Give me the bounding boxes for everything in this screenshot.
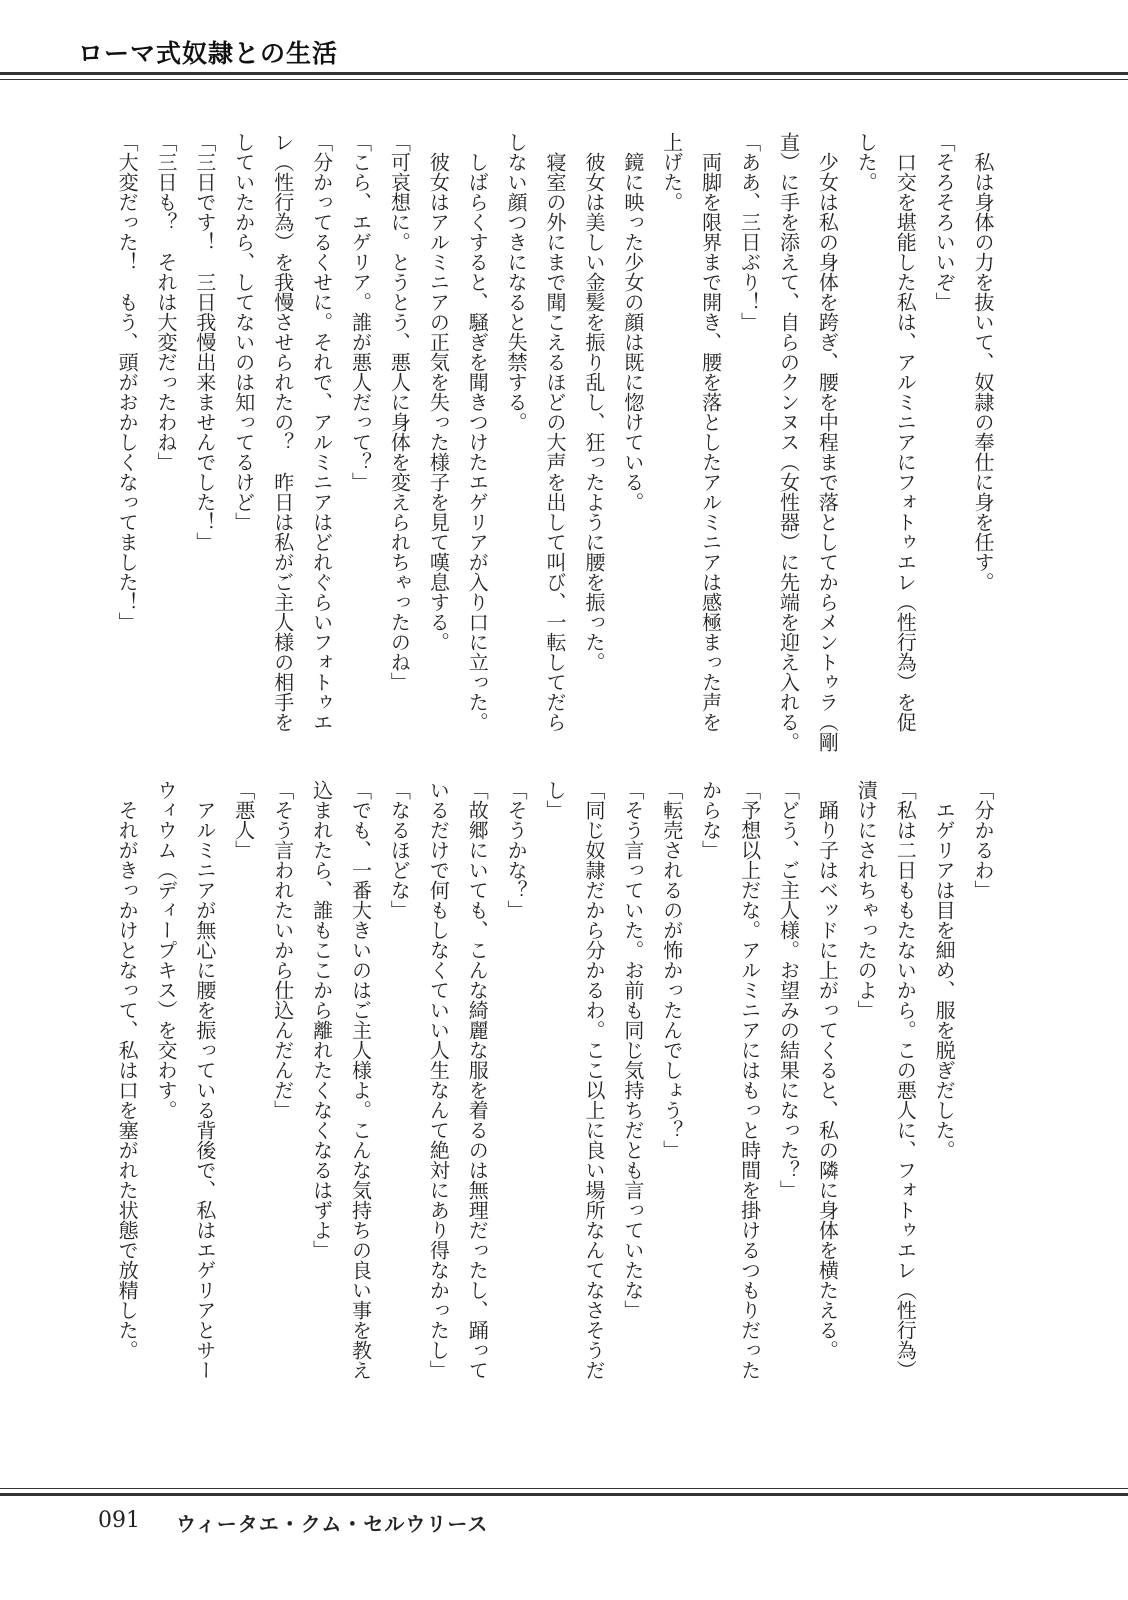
text-line: 漬けにされちゃったのよ」 [854,780,879,1020]
text-line: エゲリアは目を細め、服を脱ぎだした。 [932,800,957,1160]
footer-rule-thin [0,1488,1128,1489]
text-line: レ（性行為）を我慢させられたの？ 昨日は私がご主人様の相手を [270,132,295,732]
text-line: 「こら、エゲリア。誰が悪人だって？」 [348,132,373,492]
footer-rule-thick [0,1493,1128,1496]
text-line: 彼女は美しい金髪を振り乱し、狂ったように腰を振った。 [581,152,606,672]
text-line: 「可哀想に。とうとう、悪人に身体を変えられちゃったのね」 [387,132,412,692]
text-line: 踊り子はベッドに上がってくると、私の隣に身体を横たえる。 [815,800,840,1360]
text-line: 私は身体の力を抜いて、奴隷の奉仕に身を任す。 [971,152,995,592]
text-line: した。 [854,132,879,192]
text-line: 「三日も？ それは大変だったわね」 [153,132,178,472]
text-line: 上げた。 [659,132,684,212]
running-header-title: ローマ式奴隷との生活 [78,39,339,68]
text-line: 「悪人」 [231,780,256,860]
text-line: 鏡に映った少女の顔は既に惚けている。 [620,152,645,512]
text-line: 「大変だった！ もう、頭がおかしくなってました！」 [115,132,140,632]
text-line: しばらくすると、騒ぎを聞きつけたエゲリアが入り口に立った。 [465,152,490,732]
body-text-lower [107,780,1002,1460]
text-line: 「転売されるのが怖かったんでしょう？」 [659,780,684,1160]
header-rule-thick [0,72,1128,75]
text-line: 「そう言っていた。お前も同じ気持ちだとも言っていたな」 [620,780,645,1320]
text-line: 「分かってるくせに。それで、アルミニアはどれぐらいフォトゥエ [309,132,334,732]
text-line: しない顔つきになると失禁する。 [504,132,529,432]
text-line: 少女は私の身体を跨ぎ、腰を中程まで落としてからメントゥラ（剛 [815,152,840,752]
text-line: 両脚を限界まで開き、腰を落としたアルミニアは感極まった声を [698,152,723,732]
text-line: していたから、してないのは知ってるけど」 [231,132,256,532]
text-line: 寝室の外にまで聞こえるほどの大声を出して叫び、一転してだら [543,152,568,732]
text-line: 「同じ奴隷だから分かるわ。ここ以上に良い場所なんてなさそうだ [581,780,606,1380]
header-rule-thin [0,79,1128,80]
text-line: 「三日です！ 三日我慢出来ませんでした！」 [192,132,217,552]
text-line: いるだけで何もしなくていい人生なんて絶対にあり得なかったし」 [426,780,451,1380]
text-line: 「ああ、三日ぶり！」 [737,132,762,332]
text-line: 「そう言われたいから仕込んだんだ」 [270,780,295,1120]
text-line: 「故郷にいても、こんな綺麗な服を着るのは無理だったし、踊って [465,780,490,1380]
body-text-upper [107,132,1002,772]
text-line: 彼女はアルミニアの正気を失った様子を見て嘆息する。 [426,152,451,652]
text-line: それがきっかけとなって、私は口を塞がれた状態で放精した。 [115,800,140,1360]
text-line: 「どう、ご主人様。お望みの結果になった？」 [776,780,801,1200]
text-line: 込まれたら、誰もここから離れたくなくなるはずよ」 [309,780,334,1260]
text-line: 「私は二日ももたないから。この悪人に、フォトゥエレ（性行為） [893,780,918,1380]
text-line: 「でも、一番大きいのはご主人様よ。こんな気持ちの良い事を教え [348,780,373,1380]
text-line: 「予想以上だな。アルミニアにはもっと時間を掛けるつもりだった [737,780,762,1380]
text-line: からな」 [698,780,723,860]
text-line: 「そろそろいいぞ」 [932,132,957,312]
text-line: アルミニアが無心に腰を振っている背後で、私はエゲリアとサー [192,800,217,1380]
running-footer-title: ウィータエ・クム・セルウリース [176,1512,489,1536]
text-line: し」 [543,780,568,820]
page-number: 091 [98,1508,140,1533]
text-line: 「そうかな？」 [504,780,529,920]
text-line: 直）に手を添えて、自らのクンヌス（女性器）に先端を迎え入れる。 [776,132,801,752]
text-line: ウィウム（ディープキス）を交わす。 [153,780,178,1120]
text-line: 「分かるわ」 [971,780,995,900]
text-line: 口交を堪能した私は、アルミニアにフォトゥエレ（性行為）を促 [893,152,918,732]
text-line: 「なるほどな」 [387,780,412,920]
